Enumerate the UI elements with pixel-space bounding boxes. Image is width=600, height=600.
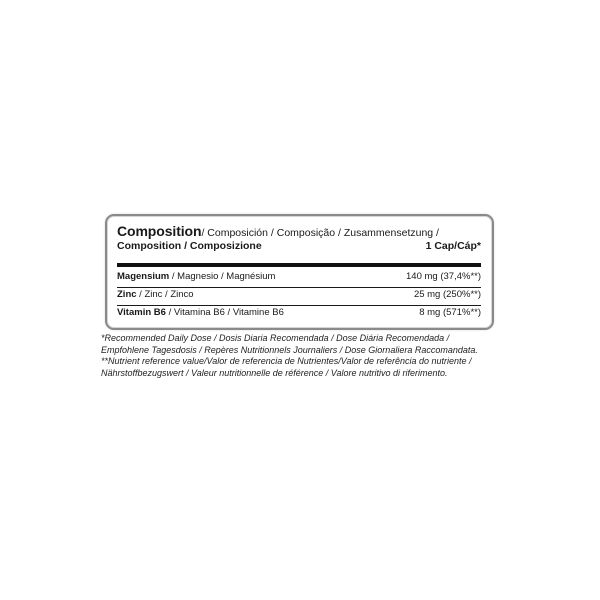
nutrient-name-translations: / Magnesio / Magnésium (169, 271, 276, 282)
nutrient-name-main: Zinc (117, 289, 137, 300)
footnote-line: Empfohlene Tagesdosis / Repères Nutritionnels Journaliers / Dose Giornaliera Raccomandata. (101, 344, 478, 355)
dose-column-header: 1 Cap/Cáp* (425, 240, 481, 252)
header-divider (117, 263, 481, 267)
header-title-translations: / Composición / Composição / Zusammensetzung / (201, 227, 439, 239)
footnote-line: *Recommended Daily Dose / Dosis Diaria Recomendada / Dose Diária Recomendada / (101, 333, 450, 343)
composition-header (117, 225, 481, 253)
footnotes (101, 333, 501, 379)
header-title-translations-2: Composition / Composizione (117, 240, 262, 252)
table-row (117, 270, 481, 288)
nutrient-name (117, 289, 194, 301)
footnote-line: **Nutrient reference value/Valor de referencia de Nutrientes/Valor de referência do nutriente / (101, 356, 472, 367)
nutrient-name-translations: / Vitamina B6 / Vitamine B6 (165, 307, 284, 318)
header-title: Composition (117, 223, 202, 239)
table-row (117, 288, 481, 306)
footnote-line: Nährstoffbezugswert / Valeur nutritionnelle de référence / Valore nutritivo di riferimento. (101, 367, 448, 378)
nutrient-name (117, 271, 275, 283)
nutrient-name-main: Vitamin B6 (117, 307, 166, 318)
nutrient-name-main: Magensium (117, 271, 170, 282)
header-line-1 (117, 225, 481, 240)
header-line-2 (117, 240, 481, 253)
composition-panel (105, 214, 494, 330)
nutrient-name-translations: / Zinc / Zinco (136, 289, 194, 300)
table-row (117, 306, 481, 323)
nutrient-amount: 25 mg (250%**) (413, 289, 481, 300)
nutrient-amount: 8 mg (571%**) (419, 307, 481, 318)
nutrient-amount: 140 mg (37,4%**) (406, 271, 481, 282)
composition-table (117, 270, 481, 323)
nutrient-name (117, 307, 284, 319)
